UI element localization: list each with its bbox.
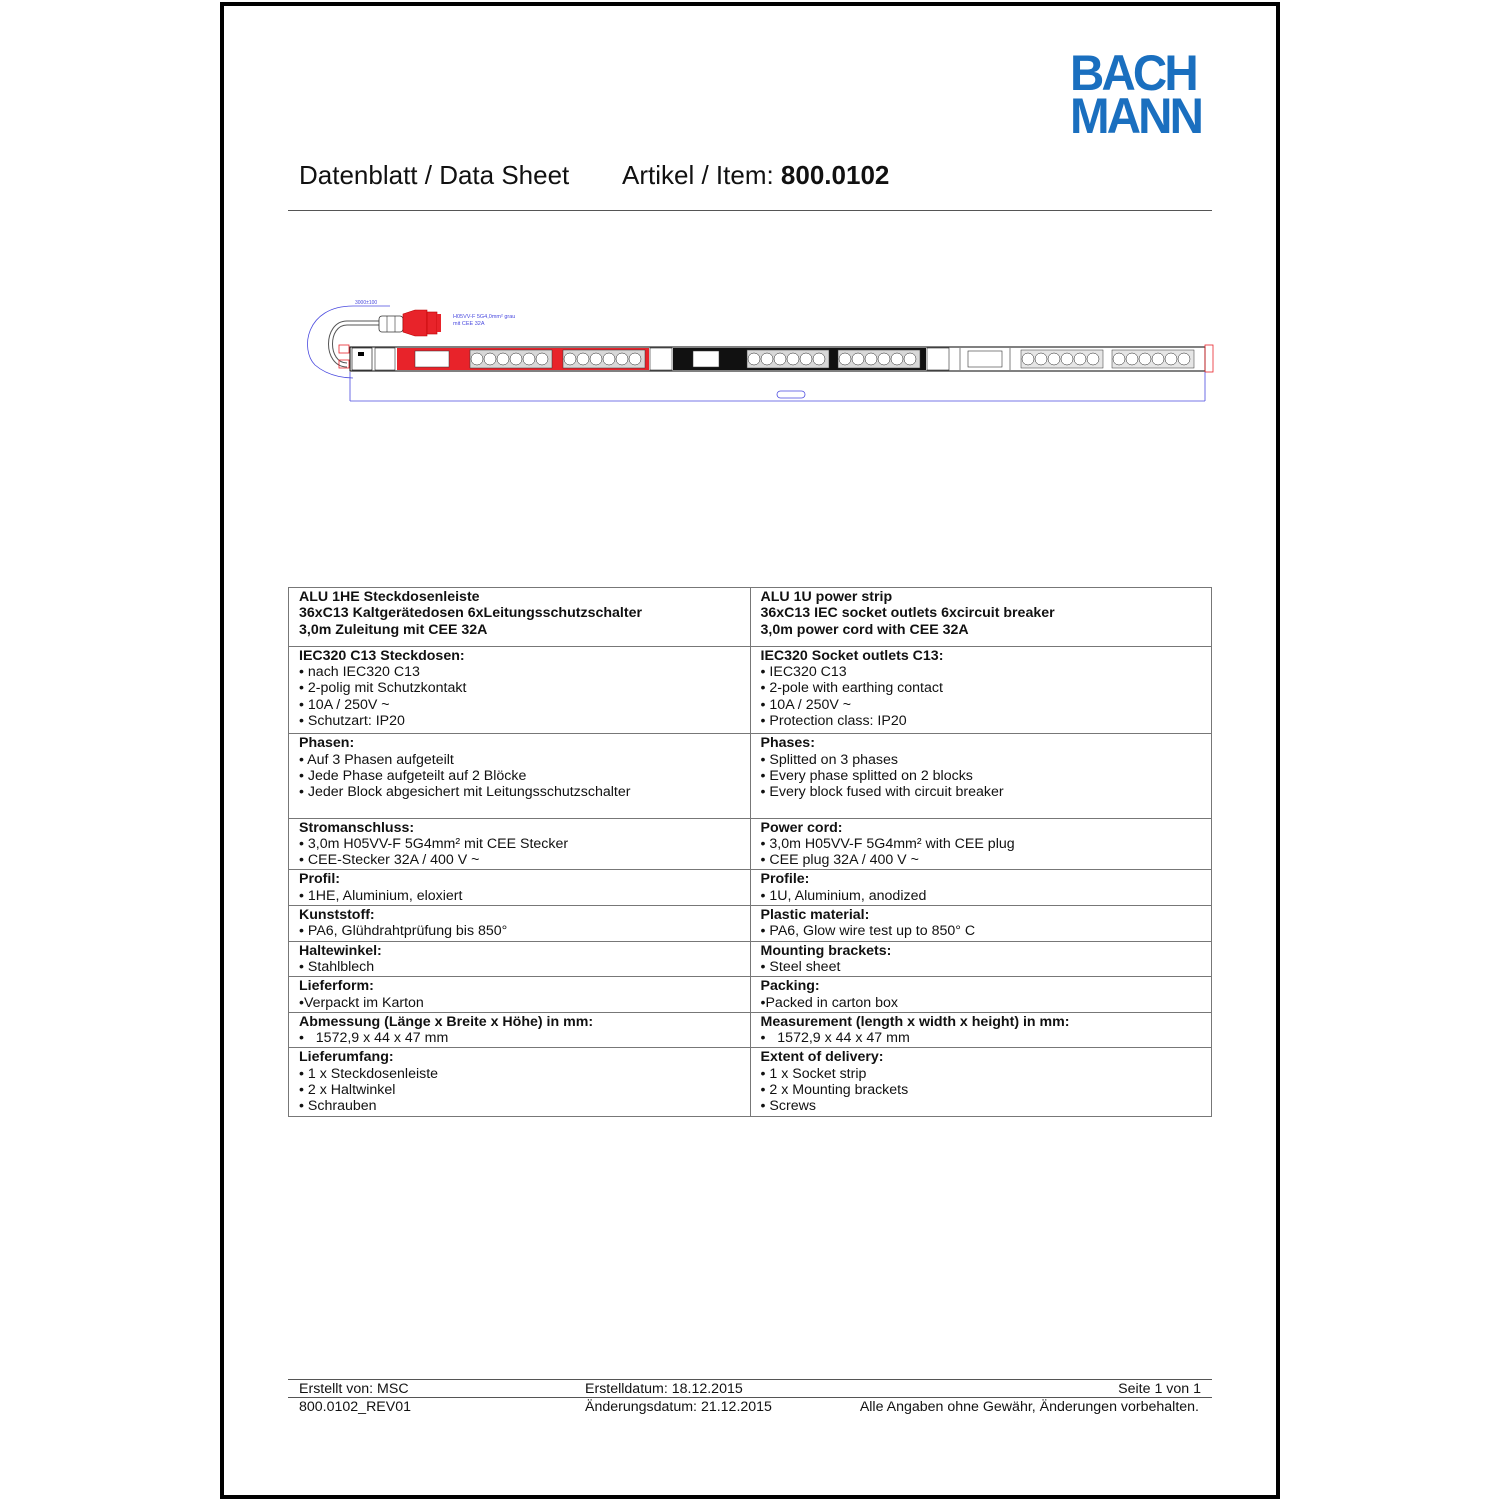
cell-en	[750, 646, 1212, 733]
row-heading: IEC320 Socket outlets C13:	[760, 647, 944, 664]
cell-de	[289, 977, 751, 1013]
row-heading: Extent of delivery:	[760, 1049, 884, 1066]
header-divider	[288, 210, 1212, 211]
row-heading: Mounting brackets:	[760, 942, 892, 959]
row-item: •Verpackt im Karton	[299, 994, 424, 1011]
row-heading: Measurement (length x width x height) in mm:	[760, 1013, 1070, 1030]
length-dimension	[350, 372, 1205, 401]
cell-de	[289, 1012, 751, 1048]
table-row	[289, 906, 1212, 942]
row-item: • 2-pole with earthing contact	[760, 680, 943, 697]
cell-de	[289, 906, 751, 942]
row-item: • Jeder Block abgesichert mit Leitungsschutzschalter	[299, 784, 631, 801]
table-row	[289, 818, 1212, 870]
document-title: Datenblatt / Data Sheet	[299, 160, 570, 190]
cell-de	[289, 588, 751, 647]
table-row	[289, 646, 1212, 733]
cell-en	[750, 1012, 1212, 1048]
title-de-1: ALU 1HE Steckdosenleiste	[299, 589, 480, 605]
table-row	[289, 734, 1212, 818]
cell-de	[289, 818, 751, 870]
row-item: • 2 x Mounting brackets	[760, 1082, 909, 1099]
cell-de	[289, 734, 751, 818]
row-item: • Every block fused with circuit breaker	[760, 784, 1004, 801]
row-item: • Every phase splitted on 2 blocks	[760, 767, 973, 784]
row-heading: Haltewinkel:	[299, 942, 382, 959]
row-item: • PA6, Glühdrahtprüfung bis 850°	[299, 923, 508, 940]
item-heading	[622, 160, 889, 191]
row-item: • CEE-Stecker 32A / 400 V ~	[299, 852, 480, 869]
row-item: • Steel sheet	[760, 958, 841, 975]
cell-en	[750, 870, 1212, 906]
cell-en	[750, 818, 1212, 870]
page-number: Seite 1 von 1	[1118, 1381, 1201, 1397]
row-heading: Power cord:	[760, 819, 843, 836]
cell-en	[750, 941, 1212, 977]
title-en-1: ALU 1U power strip	[760, 589, 893, 605]
cell-en	[750, 734, 1212, 818]
row-item: • Stahlblech	[299, 958, 375, 975]
row-item: • 10A / 250V ~	[760, 696, 852, 713]
row-item: • Jede Phase aufgeteilt auf 2 Blöcke	[299, 767, 527, 784]
revision: 800.0102_REV01	[299, 1399, 412, 1415]
row-heading: Phasen:	[299, 735, 355, 752]
table-row-title	[289, 588, 1212, 647]
item-number: 800.0102	[780, 160, 890, 190]
cell-en	[750, 588, 1212, 647]
modified-date: Änderungsdatum: 21.12.2015	[585, 1399, 772, 1415]
row-item: • Auf 3 Phasen aufgeteilt	[299, 751, 454, 768]
item-prefix: Artikel / Item:	[622, 160, 781, 190]
row-heading: Plastic material:	[760, 907, 870, 924]
row-heading: Packing:	[760, 978, 820, 995]
table-row	[289, 977, 1212, 1013]
row-item: • 1 x Steckdosenleiste	[299, 1065, 439, 1082]
logo-line-1: BACH	[1070, 45, 1196, 101]
title-en-2: 36xC13 IEC socket outlets 6xcircuit breaker	[760, 605, 1055, 622]
row-item: • 3,0m H05VV-F 5G4mm² with CEE plug	[760, 835, 1015, 852]
footer-row-2	[288, 1398, 1212, 1415]
table-row	[289, 870, 1212, 906]
row-heading: Profil:	[299, 871, 340, 888]
row-item: • CEE plug 32A / 400 V ~	[760, 852, 919, 869]
row-item: • Screws	[760, 1098, 816, 1115]
table-row	[289, 1048, 1212, 1116]
row-heading: Kunststoff:	[299, 907, 375, 924]
title-en-3: 3,0m power cord with CEE 32A	[760, 621, 969, 638]
row-heading: Phases:	[760, 735, 815, 752]
bachmann-logo	[1070, 45, 1203, 144]
row-item: • 2 x Haltwinkel	[299, 1082, 396, 1099]
row-item: • 1U, Aluminium, anodized	[760, 887, 927, 904]
cell-en	[750, 977, 1212, 1013]
page-footer	[288, 1379, 1212, 1415]
cell-en	[750, 906, 1212, 942]
row-heading: Abmessung (Länge x Breite x Höhe) in mm:	[299, 1013, 594, 1030]
row-item: • Splitted on 3 phases	[760, 751, 898, 768]
row-item: • Schutzart: IP20	[299, 713, 405, 730]
cell-de	[289, 646, 751, 733]
row-item: • nach IEC320 C13	[299, 664, 420, 681]
row-item: • 2-polig mit Schutzkontakt	[299, 680, 467, 697]
cord-dimension-label: 3000±100	[355, 300, 378, 306]
row-item: • 3,0m H05VV-F 5G4mm² mit CEE Stecker	[299, 835, 569, 852]
row-item: • Protection class: IP20	[760, 713, 907, 730]
row-heading: Lieferumfang:	[299, 1049, 394, 1066]
row-heading: Lieferform:	[299, 978, 374, 995]
row-item: • 1572,9 x 44 x 47 mm	[760, 1030, 910, 1047]
row-heading: IEC320 C13 Steckdosen:	[299, 647, 465, 664]
row-item: • 1HE, Aluminium, eloxiert	[299, 887, 463, 904]
cord-note-1: H05VV-F 5G4,0mm² grau	[453, 314, 516, 320]
row-heading: Stromanschluss:	[299, 819, 415, 836]
row-item: • PA6, Glow wire test up to 850° C	[760, 923, 976, 940]
title-de-2: 36xC13 Kaltgerätedosen 6xLeitungsschutzschalter	[299, 605, 642, 622]
cee-plug-icon	[379, 310, 441, 336]
product-drawing	[295, 290, 1220, 410]
table-row	[289, 1012, 1212, 1048]
cord-note-2: mit CEE 32A	[453, 321, 485, 327]
row-item: • 1572,9 x 44 x 47 mm	[299, 1030, 449, 1047]
spec-table	[288, 587, 1212, 1117]
row-item: • IEC320 C13	[760, 664, 847, 681]
row-heading: Profile:	[760, 871, 810, 888]
cell-de	[289, 1048, 751, 1116]
row-item: • 1 x Socket strip	[760, 1065, 867, 1082]
logo-line-2: MANN	[1070, 88, 1202, 144]
disclaimer: Alle Angaben ohne Gewähr, Änderungen vorbehalten.	[859, 1399, 1199, 1415]
created-by: Erstellt von: MSC	[299, 1381, 409, 1397]
created-date: Erstelldatum: 18.12.2015	[585, 1381, 743, 1397]
footer-row-1	[288, 1380, 1212, 1397]
row-item: •Packed in carton box	[760, 994, 898, 1011]
title-de-3: 3,0m Zuleitung mit CEE 32A	[299, 621, 488, 638]
row-item: • 10A / 250V ~	[299, 696, 390, 713]
cell-en	[750, 1048, 1212, 1116]
cell-de	[289, 870, 751, 906]
cell-de	[289, 941, 751, 977]
row-item: • Schrauben	[299, 1098, 377, 1115]
table-row	[289, 941, 1212, 977]
